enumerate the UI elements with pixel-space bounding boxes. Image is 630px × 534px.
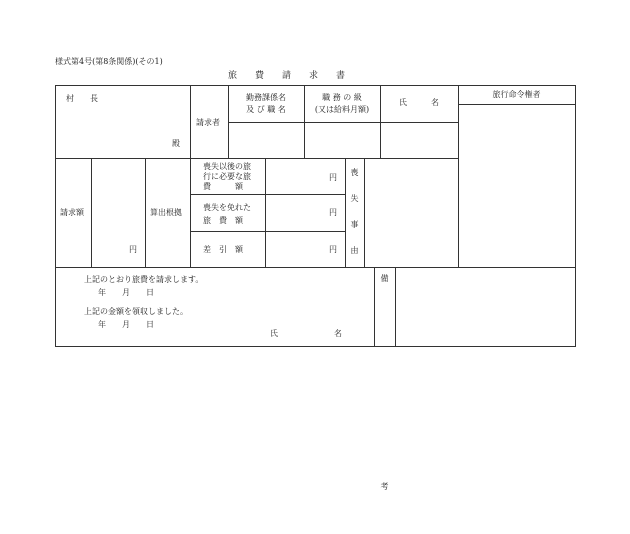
row1-yen: 円	[329, 173, 337, 182]
authority-label: 旅行命令権者	[492, 90, 541, 99]
village-head-label: 村 長	[66, 94, 98, 103]
receipt-date: 年 月 日	[98, 320, 154, 329]
remarks-label: 備 考	[380, 274, 389, 534]
row3-yen: 円	[329, 245, 337, 254]
dono-label: 殿	[172, 139, 180, 148]
form-number: 様式第4号(第8条関係)(その1)	[55, 57, 163, 66]
basis-label: 算出根拠	[150, 208, 182, 217]
claim-statement: 上記のとおり旅費を請求します。	[84, 275, 204, 284]
receipt-statement: 上記の金額を領収しました。	[84, 307, 188, 316]
row3-label: 差 引 額	[203, 245, 243, 254]
row2-yen: 円	[329, 208, 337, 217]
claimant-label: 請求者	[196, 118, 220, 127]
form-title: 旅 費 請 求 書	[228, 71, 346, 81]
claim-date: 年 月 日	[98, 288, 154, 297]
claim-yen: 円	[129, 245, 137, 254]
dept-label: 勤務課係名 及 び 職 名	[246, 93, 286, 114]
loss-reason-label: 喪失事由	[350, 168, 359, 272]
grade-label: 職 務 の 級 (又は給料月額)	[314, 93, 370, 114]
row1-label: 喪失以後の旅 行に必要な旅 費 額	[203, 162, 251, 191]
name-label: 氏 名	[399, 98, 439, 107]
claim-amount-label: 請求額	[60, 208, 84, 217]
signature-label: 氏 名	[270, 329, 342, 338]
row2-label: 喪失を免れた 旅 費 額	[203, 203, 251, 225]
